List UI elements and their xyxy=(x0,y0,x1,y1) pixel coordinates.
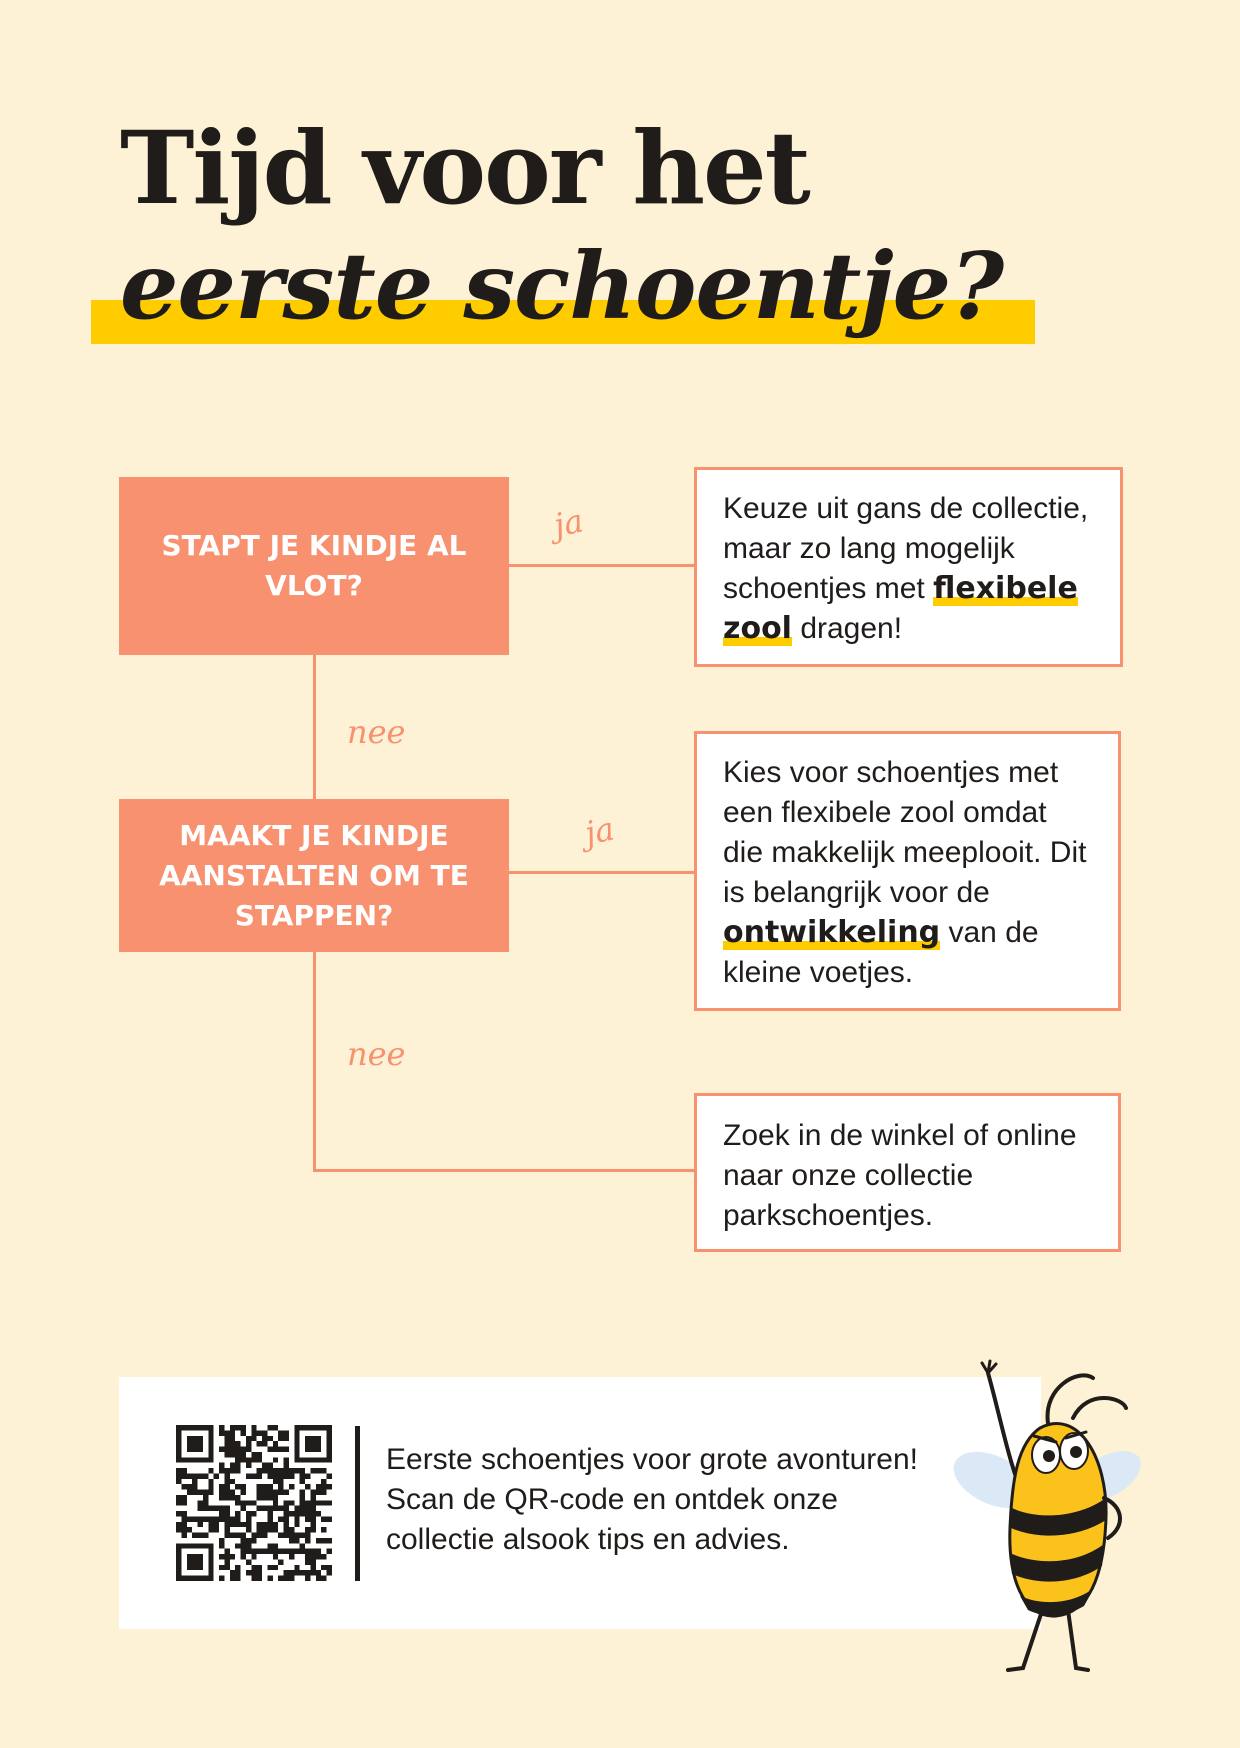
answer-2-text-end: van de kleine voetjes. xyxy=(723,916,1039,989)
no-label-2: nee xyxy=(347,1035,406,1073)
question-1-text: STAPT JE KINDJE AL VLOT? xyxy=(161,529,467,602)
title-line-1: Tijd voor het xyxy=(120,109,809,227)
no-label-1: nee xyxy=(347,713,406,751)
connector-q2-no-horizontal xyxy=(313,1169,694,1172)
answer-1-highlight: flexibele zool xyxy=(723,571,1078,646)
card-text: Eerste schoentjes voor grote avonturen! Scan de QR-code en ontdek onze collectie alsook tips en advies. xyxy=(386,1443,918,1556)
qr-code-icon[interactable] xyxy=(176,1425,332,1581)
answer-box-3 xyxy=(694,1093,1121,1252)
question-box-1 xyxy=(119,477,509,655)
answer-2-text: Kies voor schoentjes met een flexibele zool omdat die makkelijk meeplooit. Dit is belangrijk voor de xyxy=(723,756,1087,909)
question-2-text: MAAKT JE KINDJE AANSTALTEN OM TE STAPPEN? xyxy=(159,818,469,932)
yes-label-1: ja xyxy=(550,501,587,545)
answer-1-text: Keuze uit gans de collectie, maar zo lang mogelijk schoentjes met xyxy=(723,492,1089,605)
card-divider xyxy=(355,1426,360,1581)
connector-q1-yes xyxy=(509,564,694,567)
answer-2-highlight: ontwikkeling xyxy=(723,915,941,950)
connector-q2-no-vertical xyxy=(313,952,316,1172)
answer-box-1 xyxy=(694,467,1123,667)
connector-q1-no xyxy=(313,655,316,799)
bee-mascot-icon xyxy=(948,1348,1148,1678)
answer-box-2 xyxy=(694,731,1121,1011)
yes-label-2: ja xyxy=(581,809,618,853)
connector-q2-yes xyxy=(509,871,694,874)
title-line-2: eerste schoentje? xyxy=(120,232,1004,340)
answer-3-text: Zoek in de winkel of online naar onze collectie parkschoentjes. xyxy=(723,1119,1077,1232)
answer-1-text-end: dragen! xyxy=(800,612,903,645)
question-box-2 xyxy=(119,799,509,952)
